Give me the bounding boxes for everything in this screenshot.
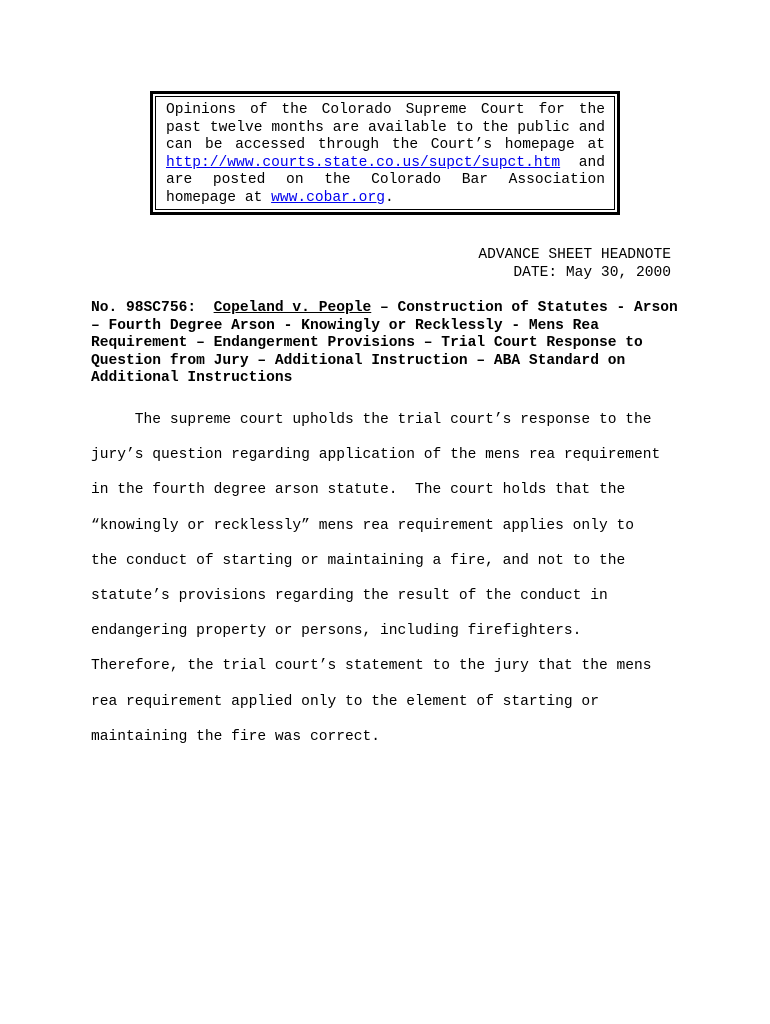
- case-heading: [91, 300, 681, 388]
- summary-line: “knowingly or recklessly” mens rea requirement applies only to: [91, 517, 634, 534]
- headnote-summary: [91, 403, 691, 755]
- summary-line: the conduct of starting or maintaining a fire, and not to the: [91, 552, 626, 569]
- summary-line: rea requirement applied only to the element of starting or: [91, 693, 599, 710]
- summary-line: endangering property or persons, including firefighters.: [91, 623, 582, 640]
- summary-line: The supreme court upholds the trial court’s response to the: [91, 412, 652, 428]
- headnote-date: DATE: May 30, 2000: [513, 264, 671, 281]
- notice-box: [150, 91, 620, 215]
- notice-line: past twelve months are available to the public: [166, 119, 570, 136]
- cobar-link[interactable]: www.cobar.org: [271, 189, 385, 206]
- case-name: Copeland v. People: [213, 300, 372, 316]
- notice-end-punct: .: [384, 189, 394, 206]
- notice-line: Opinions of the Colorado Supreme Court for the: [166, 102, 605, 118]
- summary-line: in the fourth degree arson statute. The court holds that the: [91, 482, 626, 499]
- notice-line: and can be accessed through the Court’s homepage: [166, 119, 605, 154]
- notice-homepage-prefix: homepage at: [166, 189, 263, 206]
- notice-text: [155, 96, 615, 210]
- notice-at-prefix: at: [587, 137, 605, 154]
- notice-line: and are posted on the Colorado Bar Association: [166, 154, 605, 189]
- headnote-meta: [478, 247, 671, 282]
- summary-line: jury’s question regarding application of the mens rea requirement: [91, 447, 661, 464]
- court-homepage-link[interactable]: http://www.courts.state.co.us/supct/supct.htm: [166, 154, 561, 171]
- case-number: No. 98SC756:: [91, 300, 197, 316]
- headnote-title: ADVANCE SHEET HEADNOTE: [478, 247, 671, 263]
- summary-line: statute’s provisions regarding the result of the conduct in: [91, 588, 608, 605]
- summary-line: maintaining the fire was correct.: [91, 728, 381, 745]
- summary-line: Therefore, the trial court’s statement to the jury that the mens: [91, 658, 652, 675]
- case-topics: – Construction of Statutes - Arson – Fourth Degree Arson - Knowingly or Recklessly - Mens Rea Requirement – Endangerment Provisions – Trial Court Response to Question from Jury – Additional Instruction – ABA Standard on Additional Instructions: [91, 300, 678, 387]
